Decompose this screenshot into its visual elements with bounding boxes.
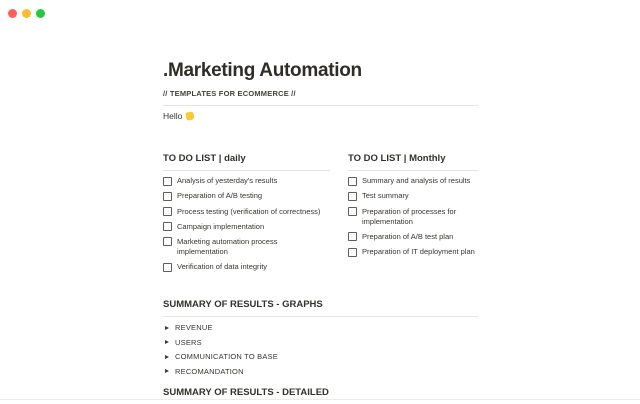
zoom-button[interactable] bbox=[36, 9, 45, 18]
checkbox[interactable] bbox=[163, 237, 172, 246]
page-title: .Marketing Automation bbox=[163, 60, 362, 81]
todo-item bbox=[163, 176, 330, 186]
todo-item bbox=[348, 232, 478, 242]
toggle-communication-to-base[interactable] bbox=[163, 353, 478, 361]
minimize-button[interactable] bbox=[22, 9, 31, 18]
todo-item bbox=[163, 207, 330, 217]
todo-item bbox=[163, 237, 330, 257]
toggle-label: USERS bbox=[175, 337, 202, 347]
close-button[interactable] bbox=[8, 9, 17, 18]
checkbox[interactable] bbox=[163, 207, 172, 216]
divider bbox=[348, 170, 478, 171]
toggle-arrow-icon bbox=[165, 355, 169, 359]
toggle-recomandation[interactable] bbox=[163, 367, 478, 375]
wave-emoji-icon bbox=[186, 111, 195, 120]
summary-detailed-heading: SUMMARY OF RESULTS - DETAILED bbox=[163, 387, 329, 398]
divider bbox=[163, 316, 478, 317]
todo-item-label: Marketing automation process implementation bbox=[177, 236, 278, 257]
todo-monthly-heading: TO DO LIST | Monthly bbox=[348, 153, 446, 164]
checkbox[interactable] bbox=[348, 232, 357, 241]
todo-item-label: Preparation of A/B test plan bbox=[362, 231, 454, 241]
todo-item bbox=[348, 176, 478, 186]
greeting-text: Hello bbox=[163, 111, 183, 121]
todo-item bbox=[163, 222, 330, 232]
todo-item-label: Preparation of A/B testing bbox=[177, 191, 263, 201]
toggle-revenue[interactable] bbox=[163, 324, 478, 332]
todo-item-label: Preparation of processes for implementation bbox=[362, 206, 457, 226]
toggle-label: COMMUNICATION TO BASE bbox=[175, 352, 278, 362]
greeting bbox=[163, 111, 478, 121]
toggle-label: REVENUE bbox=[175, 323, 213, 333]
checkbox[interactable] bbox=[348, 207, 357, 216]
todo-item bbox=[348, 247, 478, 257]
divider bbox=[163, 170, 330, 171]
todo-item-label: Summary and analysis of results bbox=[362, 176, 471, 186]
todo-item-label: Test summary bbox=[362, 191, 409, 201]
summary-graphs-section bbox=[163, 295, 478, 375]
summary-graphs-heading: SUMMARY OF RESULTS - GRAPHS bbox=[163, 299, 323, 310]
toggle-arrow-icon bbox=[165, 326, 169, 330]
checkbox[interactable] bbox=[163, 222, 172, 231]
todo-item-label: Verification of data integrity bbox=[177, 262, 268, 272]
checkbox[interactable] bbox=[348, 177, 357, 186]
checkbox[interactable] bbox=[348, 248, 357, 257]
todo-item bbox=[163, 262, 330, 272]
todo-item-label: Preparation of IT deployment plan bbox=[362, 247, 475, 257]
checkbox[interactable] bbox=[163, 177, 172, 186]
checkbox[interactable] bbox=[163, 192, 172, 201]
checkbox[interactable] bbox=[163, 263, 172, 272]
todo-daily-column bbox=[163, 149, 330, 272]
checkbox[interactable] bbox=[348, 192, 357, 201]
todo-monthly-column bbox=[348, 149, 478, 257]
todo-item bbox=[163, 191, 330, 201]
summary-detailed-section bbox=[163, 383, 478, 404]
toggle-label: RECOMANDATION bbox=[175, 366, 244, 376]
todo-item bbox=[348, 207, 478, 227]
toggle-arrow-icon bbox=[165, 369, 169, 373]
todo-item-label: Analysis of yesterday's results bbox=[177, 176, 278, 186]
todo-item-label: Process testing (verification of correctness) bbox=[177, 206, 321, 216]
toggle-users[interactable] bbox=[163, 338, 478, 346]
todo-daily-heading: TO DO LIST | daily bbox=[163, 153, 246, 164]
todo-item-label: Campaign implementation bbox=[177, 221, 265, 231]
window-controls bbox=[8, 9, 45, 18]
page-subtitle: // TEMPLATES FOR ECOMMERCE // bbox=[163, 89, 296, 98]
toggle-arrow-icon bbox=[165, 340, 169, 344]
todo-item bbox=[348, 191, 478, 201]
divider bbox=[163, 105, 478, 106]
